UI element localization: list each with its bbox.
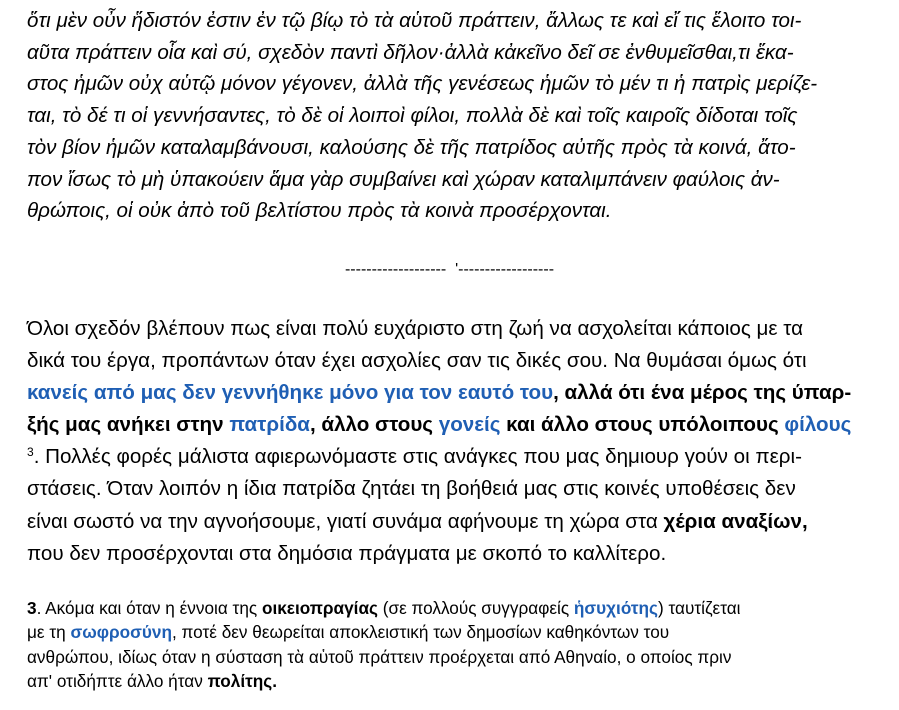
footnote-3 (27, 596, 889, 694)
ancient-line: τὸν βίον ἡμῶν καταλαμβάνουσι, καλούσης δὲ τῆς πατρίδος αὐτῆς πρὸς τὰ κοινά, ἄτο- (27, 135, 796, 159)
keyword-patrida: πατρίδα (229, 413, 310, 437)
keyword-goneis: γονείς (438, 413, 501, 437)
note-line (27, 596, 889, 620)
note-line: ανθρώπου, ιδίως όταν η σύσταση τὰ αὑτοῦ πράττειν προέρχεται από Αθηναίο, ο οποίος πριν (27, 646, 732, 667)
keyword-oikeiopragia: οικειοπραγίας (261, 598, 378, 618)
footnote-ref: 3 (27, 445, 34, 460)
note-text: (σε πολλούς συγγραφείς (377, 598, 574, 618)
keyword-politis: πολίτης. (207, 671, 278, 692)
translation-text: είναι σωστό να την αγνοήσουμε, γιατί συνάμα αφήνουμε τη χώρα στα (27, 509, 664, 533)
bold-phrase: ξής μας ανήκει στην (27, 413, 230, 437)
note-text: , ποτέ δεν θεωρείται αποκλειστική των δημοσίων καθηκόντων του (172, 622, 670, 643)
translation-text: . Πολλές φορές μάλιστα αφιερωνόμαστε στις ανάγκες που μας δημιουρ γούν οι περι- (33, 445, 802, 469)
translation-line: στάσεις. Όταν λοιπόν η ίδια πατρίδα ζητάει τη βοήθειά μας στις κοινές υποθέσεις δεν (27, 477, 796, 501)
ancient-line: ται, τὸ δέ τι οἱ γεννήσαντες, τὸ δὲ οἱ λοιποὶ φίλοι, πολλὰ δὲ καὶ τοῖς καιροῖς δίδοται τοῖς (27, 104, 798, 128)
translation-line (27, 409, 889, 441)
note-text: ) ταυτίζεται (657, 598, 741, 618)
bold-phrase: χέρια αναξίων, (663, 509, 808, 533)
section-divider: ------------------- '------------------ (344, 261, 555, 278)
modern-greek-translation (27, 313, 889, 570)
note-text: . Ακόμα και όταν η έννοια της (36, 598, 262, 618)
translation-line: δικά του έργα, προπάντων όταν έχει ασχολίες σαν τις δικές σου. Να θυμάσαι όμως ότι (27, 349, 807, 373)
translation-line (27, 377, 889, 409)
note-line (27, 620, 889, 644)
ancient-line: πον ἴσως τὸ μὴ ὑπακούειν ἅμα γὰρ συμβαίνει καὶ χώραν καταλιμπάνειν φαύλοις ἀν- (27, 167, 780, 191)
highlight-phrase: κανείς από μας δεν γεννήθηκε μόνο για τον εαυτό του (27, 381, 554, 405)
keyword-sofrosyni: σωφροσύνη (70, 622, 172, 643)
note-line (27, 669, 889, 693)
translation-line: Όλοι σχεδόν βλέπουν πως είναι πολύ ευχάριστο στη ζωή να ασχολείται κάποιος με τα (27, 317, 804, 340)
ancient-line: ὅτι μὲν οὖν ἥδιστόν ἐστιν ἐν τῷ βίῳ τὸ τὰ αὑτοῦ πράττειν, ἄλλως τε καὶ εἴ τις ἕλοιτο τοι- (27, 9, 802, 32)
translation-line (27, 441, 889, 473)
translation-line (27, 506, 889, 538)
keyword-filous: φίλους (784, 413, 852, 437)
ancient-line: στος ἡμῶν οὐχ αὑτῷ μόνον γέγονεν, ἀλλὰ τῆς γενέσεως ἡμῶν τὸ μέν τι ἡ πατρὶς μερίζε- (27, 72, 818, 96)
note-text: απ' οτιδήπτε άλλο ήταν (27, 671, 208, 692)
note-number: 3 (27, 598, 37, 618)
bold-phrase: , άλλο στους (309, 413, 439, 437)
ancient-line: αῦτα πράττειν οἷα καὶ σύ, σχεδὸν παντὶ δῆλον·ἀλλὰ κἀκεῖνο δεῖ σε ἐνθυμεῖσθαι,τι ἕκα- (27, 40, 794, 64)
keyword-hesychiotes: ἡσυχιότης (573, 598, 658, 618)
translation-line: που δεν προσέρχονται στα δημόσια πράγματα με σκοπό το καλλίτερο. (27, 541, 667, 565)
ancient-greek-passage (27, 5, 889, 227)
bold-phrase: και άλλο στους υπόλοιπους (500, 413, 785, 437)
ancient-line: θρώποις, οἱ οὐκ ἀπὸ τοῦ βελτίστου πρὸς τὰ κοινὰ προσέρχονται. (27, 199, 612, 223)
bold-phrase: , αλλά ότι ένα μέρος της ύπαρ- (553, 381, 852, 405)
note-text: με τη (27, 622, 71, 643)
